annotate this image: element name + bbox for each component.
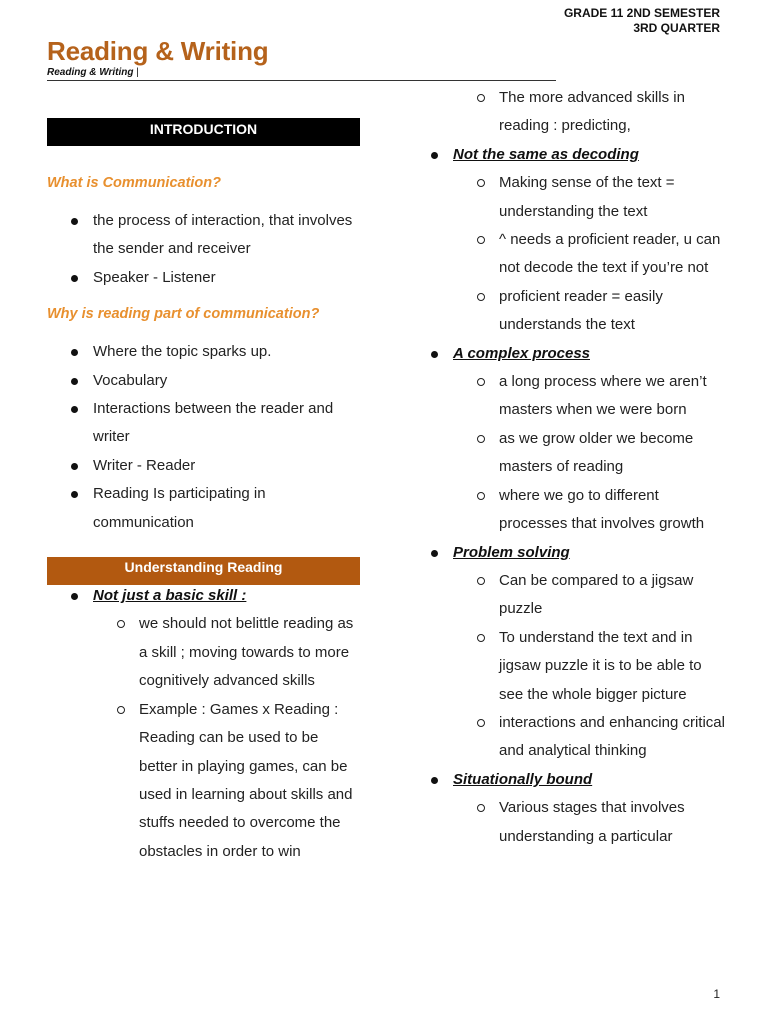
communication-list	[47, 207, 360, 292]
complex-process-heading: A complex process	[425, 340, 725, 368]
left-column	[47, 110, 360, 866]
sub-list-item: Can be compared to a jigsaw puzzle	[425, 567, 725, 624]
problem-solving-heading: Problem solving	[425, 539, 725, 567]
list-item: the process of interaction, that involves the sender and receiver	[47, 207, 360, 264]
sub-list-item: as we grow older we become masters of reading	[425, 425, 725, 482]
introduction-banner: INTRODUCTION	[47, 118, 360, 146]
sub-list-item: we should not belittle reading as a skill ; moving towards to more cognitively advanced skills	[47, 610, 360, 695]
header-semester: GRADE 11 2ND SEMESTER	[563, 6, 720, 20]
sub-list-item: a long process where we aren’t masters when we were born	[425, 368, 725, 425]
list-item: Vocabulary	[47, 367, 360, 395]
sub-list-item: interactions and enhancing critical and analytical thinking	[425, 709, 725, 766]
sub-list-item: Example : Games x Reading : Reading can be used to be better in playing games, can be used in learning about skills and stuffs needed to overcome the obstacles in order to win	[47, 696, 360, 866]
subtitle-separator: |	[136, 67, 139, 78]
sub-list-item: proficient reader = easily understands the text	[425, 283, 725, 340]
list-item: Speaker - Listener	[47, 264, 360, 292]
decoding-heading: Not the same as decoding	[425, 141, 725, 169]
question-reading-communication: Why is reading part of communication?	[47, 306, 320, 323]
list-item: Interactions between the reader and writer	[47, 395, 360, 452]
sub-list-item: To understand the text and in jigsaw puzzle it is to be able to see the whole bigger picture	[425, 624, 725, 709]
page-number: 1	[713, 987, 720, 1001]
question-communication: What is Communication?	[47, 175, 221, 191]
subtitle-text: Reading & Writing	[47, 67, 134, 78]
header-quarter: 3RD QUARTER	[633, 21, 720, 35]
understanding-list	[47, 582, 360, 866]
right-column	[425, 84, 725, 851]
understanding-reading-banner: Understanding Reading	[47, 557, 360, 585]
reading-communication-list	[47, 338, 360, 537]
situationally-bound-heading: Situationally bound	[425, 766, 725, 794]
right-outline	[425, 84, 725, 851]
sub-list-item: where we go to different processes that involves growth	[425, 482, 725, 539]
list-item: Where the topic sparks up.	[47, 338, 360, 366]
list-item: Writer - Reader	[47, 452, 360, 480]
document-header	[564, 6, 720, 36]
list-item: Reading Is participating in communication	[47, 480, 360, 537]
sub-list-item: Various stages that involves understanding a particular	[425, 794, 725, 851]
skill-heading: Not just a basic skill :	[47, 582, 360, 610]
sub-list-item: Making sense of the text = understanding the text	[425, 169, 725, 226]
sub-list-item: ^ needs a proficient reader, u can not decode the text if you’re not	[425, 226, 725, 283]
document-title: Reading & Writing	[47, 36, 269, 66]
document-subtitle	[47, 67, 556, 81]
sub-list-item: The more advanced skills in reading : predicting,	[425, 84, 725, 141]
